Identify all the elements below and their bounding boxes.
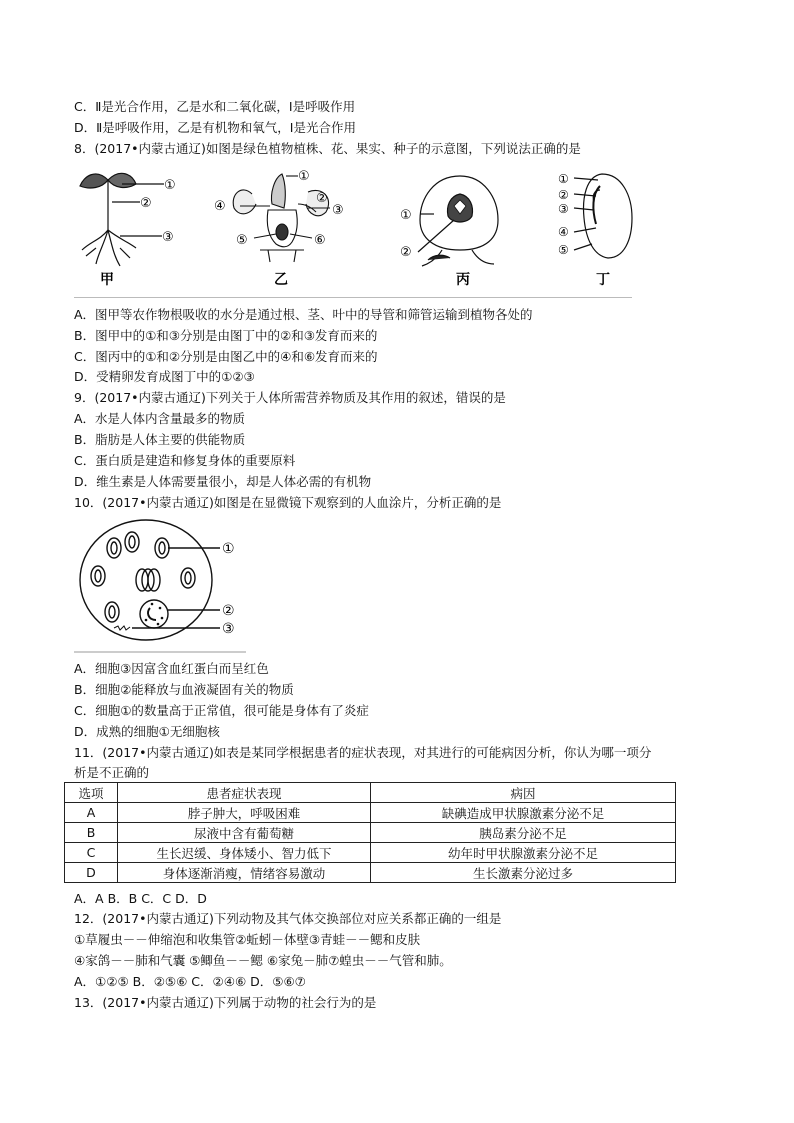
q11-table <box>64 782 676 883</box>
flower-figure-yi <box>212 164 362 290</box>
q10-marker-3: ③ <box>222 621 235 637</box>
table-row <box>65 823 676 843</box>
q8-jia-marker-3: ③ <box>162 230 174 245</box>
plant-figure-jia <box>76 168 186 290</box>
q8-yi-marker-2: ② <box>316 191 328 206</box>
q9-stem: 9．(2017•内蒙古通辽)下列关于人体所需营养物质及其作用的叙述，错误的是 <box>74 390 506 405</box>
q8-ding-marker-4: ④ <box>558 225 569 239</box>
q8-ding-marker-2: ② <box>558 188 569 202</box>
q8-yi-marker-3: ③ <box>332 203 344 218</box>
q11-stem-line2: 析是不正确的 <box>74 765 150 780</box>
q7-option-d: D．Ⅱ是呼吸作用，乙是有机物和氧气，Ⅰ是光合作用 <box>74 120 356 135</box>
q8-option-d: D．受精卵发育成图丁中的①②③ <box>74 369 255 384</box>
q8-yi-marker-6: ⑥ <box>314 233 326 248</box>
q7-option-c: C．Ⅱ是光合作用，乙是水和二氧化碳，Ⅰ是呼吸作用 <box>74 99 356 114</box>
q11-answers: A．A B．B C．C D．D <box>74 891 207 906</box>
table-row <box>65 843 676 863</box>
q10-option-a: A．细胞③因富含血红蛋白而呈红色 <box>74 661 269 676</box>
seed-figure-ding <box>556 168 646 290</box>
cell-cause: 幼年时甲状腺激素分泌不足 <box>371 843 676 863</box>
q9-option-b: B．脂肪是人体主要的供能物质 <box>74 432 246 447</box>
cell-cause: 胰岛素分泌不足 <box>371 823 676 843</box>
table-row <box>65 803 676 823</box>
q10-marker-1: ① <box>222 541 235 557</box>
q9-option-c: C．蛋白质是建造和修复身体的重要原料 <box>74 453 296 468</box>
q8-option-a: A．图甲等农作物根吸收的水分是通过根、茎、叶中的导管和筛管运输到植物各处的 <box>74 307 533 322</box>
q8-bing-marker-1: ① <box>400 208 412 223</box>
q8-ding-marker-3: ③ <box>558 202 569 216</box>
cell-symptom: 脖子肿大，呼吸困难 <box>118 803 371 823</box>
q13-stem: 13．(2017•内蒙古通辽)下列属于动物的社会行为的是 <box>74 995 377 1010</box>
q8-ding-marker-1: ① <box>558 172 569 186</box>
fruit-figure-bing <box>398 168 508 290</box>
q12-line2: ④家鸽－－肺和气囊 ⑤鲫鱼－－鳃 ⑥家兔－肺⑦蝗虫－－气管和肺。 <box>74 953 452 968</box>
q10-option-d: D．成熟的细胞①无细胞核 <box>74 724 220 739</box>
cell-option: A <box>65 803 118 823</box>
q8-label-ding: 丁 <box>596 272 610 288</box>
q12-stem: 12．(2017•内蒙古通辽)下列动物及其气体交换部位对应关系都正确的一组是 <box>74 911 502 926</box>
header-option: 选项 <box>65 783 118 803</box>
cell-cause: 生长激素分泌过多 <box>371 863 676 883</box>
q11-stem-line1: 11．(2017•内蒙古通辽)如表是某同学根据患者的症状表现，对其进行的可能病因分析，你认为哪一项分 <box>74 745 652 760</box>
q8-ding-marker-5: ⑤ <box>558 243 569 257</box>
header-cause: 病因 <box>371 783 676 803</box>
q8-stem: 8．(2017•内蒙古通辽)如图是绿色植物植株、花、果实、种子的示意图，下列说法正确的是 <box>74 141 581 156</box>
cell-symptom: 生长迟缓、身体矮小、智力低下 <box>118 843 371 863</box>
cell-cause: 缺碘造成甲状腺激素分泌不足 <box>371 803 676 823</box>
q8-yi-marker-5: ⑤ <box>236 233 248 248</box>
cell-option: C <box>65 843 118 863</box>
q10-option-b: B．细胞②能释放与血液凝固有关的物质 <box>74 682 294 697</box>
q8-label-jia: 甲 <box>100 272 114 288</box>
blood-smear-figure <box>70 516 250 656</box>
table-header-row <box>65 783 676 803</box>
cell-option: D <box>65 863 118 883</box>
q12-line1: ①草履虫－－伸缩泡和收集管②蚯蚓－体壁③青蛙－－鳃和皮肤 <box>74 932 421 947</box>
q8-option-c: C．图丙中的①和②分别是由图乙中的④和⑥发育而来的 <box>74 349 378 364</box>
q8-jia-marker-2: ② <box>140 196 152 211</box>
table-row <box>65 863 676 883</box>
cell-option: B <box>65 823 118 843</box>
q8-yi-marker-1: ① <box>298 169 310 184</box>
header-symptom: 患者症状表现 <box>118 783 371 803</box>
q8-yi-marker-4: ④ <box>214 199 226 214</box>
q9-option-a: A．水是人体内含量最多的物质 <box>74 411 246 426</box>
q9-option-d: D．维生素是人体需要量很小，却是人体必需的有机物 <box>74 474 372 489</box>
q8-label-yi: 乙 <box>274 272 288 288</box>
q10-stem: 10．(2017•内蒙古通辽)如图是在显微镜下观察到的人血涂片，分析正确的是 <box>74 495 502 510</box>
cell-symptom: 身体逐渐消瘦，情绪容易激动 <box>118 863 371 883</box>
q10-marker-2: ② <box>222 603 235 619</box>
figure-divider <box>74 297 632 298</box>
q8-bing-marker-2: ② <box>400 245 412 260</box>
q8-option-b: B．图甲中的①和③分别是由图丁中的②和③发育而来的 <box>74 328 378 343</box>
q8-label-bing: 丙 <box>456 272 470 288</box>
q8-jia-marker-1: ① <box>164 178 176 193</box>
q10-option-c: C．细胞①的数量高于正常值，很可能是身体有了炎症 <box>74 703 369 718</box>
q12-answers: A．①②⑤ B．②⑤⑥ C．②④⑥ D．⑤⑥⑦ <box>74 974 306 989</box>
cell-symptom: 尿液中含有葡萄糖 <box>118 823 371 843</box>
